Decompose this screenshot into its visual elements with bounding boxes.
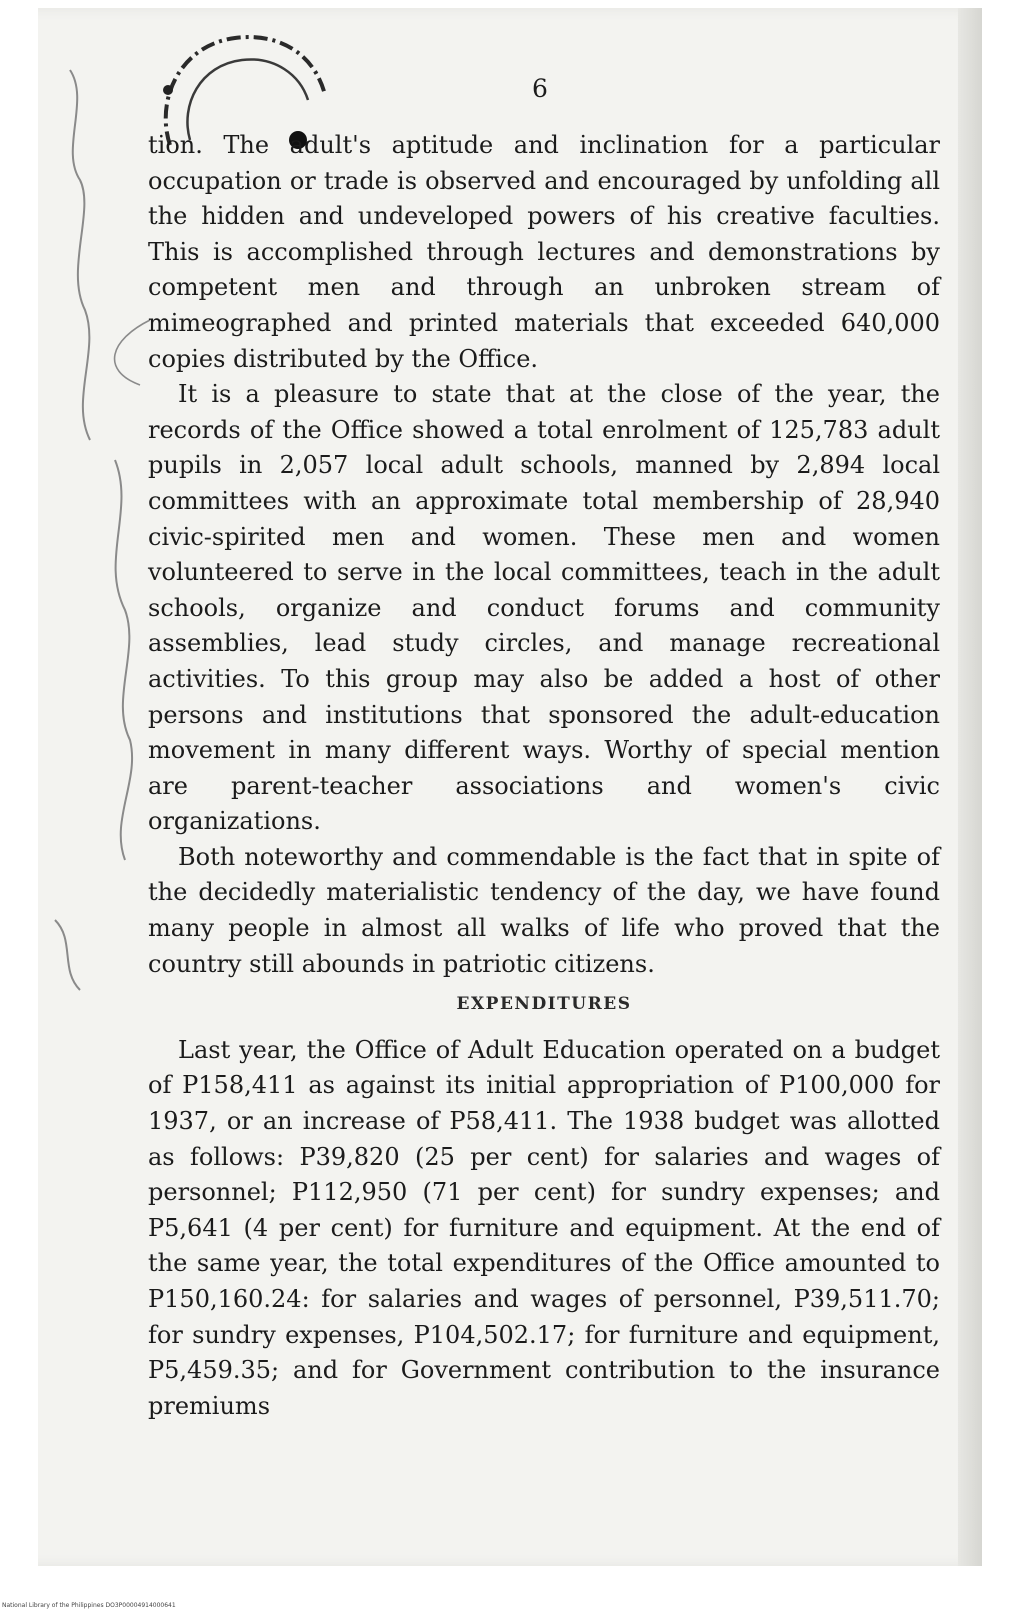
- paragraph-patriotic-citizens: Both noteworthy and commendable is the fact that in spite of the decidedly materialistic tendency of the day, we have found many people in almost all walks of life who proved that the country still abounds in patriotic citizens.: [148, 842, 940, 978]
- handwritten-margin-notes: [40, 40, 155, 1000]
- paragraph-expenditures: Last year, the Office of Adult Education operated on a budget of P158,411 as against its initial appropriation of P100,000 for 1937, or an increase of P58,411. The 1938 budget was allotted as follows: P39,820 (25 per cent) for salaries and wages of personnel; P112,950 (71 per cent) for sundry expenses; and P5,641 (4 per cent) for furniture and equipment. At the end of the same year, the total expenditures of the Office amounted to P150,160.24: for salaries and wages of personnel, P39,511.70; for sundry expenses, P104,502.17; for furniture and equipment, P5,459.35; and for Government contribution to the insurance premiums: [148, 1035, 940, 1420]
- section-heading: EXPENDITURES: [456, 994, 632, 1015]
- page-edge-shadow: [958, 8, 982, 1566]
- paragraph-aptitude: tion. The adult's aptitude and inclination for a particular occupation or trade is observed and encouraged by unfolding all the hidden and undeveloped powers of his creative faculties. This is accomplished through lectures and demonstrations by competent men and through an unbroken stream of mimeographed and printed materials that exceeded 640,000 copies distributed by the Office.: [148, 131, 940, 373]
- page-number: 6: [532, 74, 548, 103]
- archive-footer: National Library of the Philippines DO3P00004914000641: [2, 1602, 176, 1609]
- paragraph-enrolment: It is a pleasure to state that at the close of the year, the records of the Office showed a total enrolment of 125,783 adult pupils in 2,057 local adult schools, manned by 2,894 local committees with an approximate total membership of 28,940 civic-spirited men and women. These men and women volunteered to serve in the local committees, teach in the adult schools, organize and conduct forums and community assemblies, lead study circles, and manage recreational activities. To this group may also be added a host of other persons and institutions that sponsored the adult-education movement in many different ways. Worthy of special mention are parent-teacher associations and women's civic organizations.: [148, 380, 940, 836]
- page-body: [148, 128, 940, 1424]
